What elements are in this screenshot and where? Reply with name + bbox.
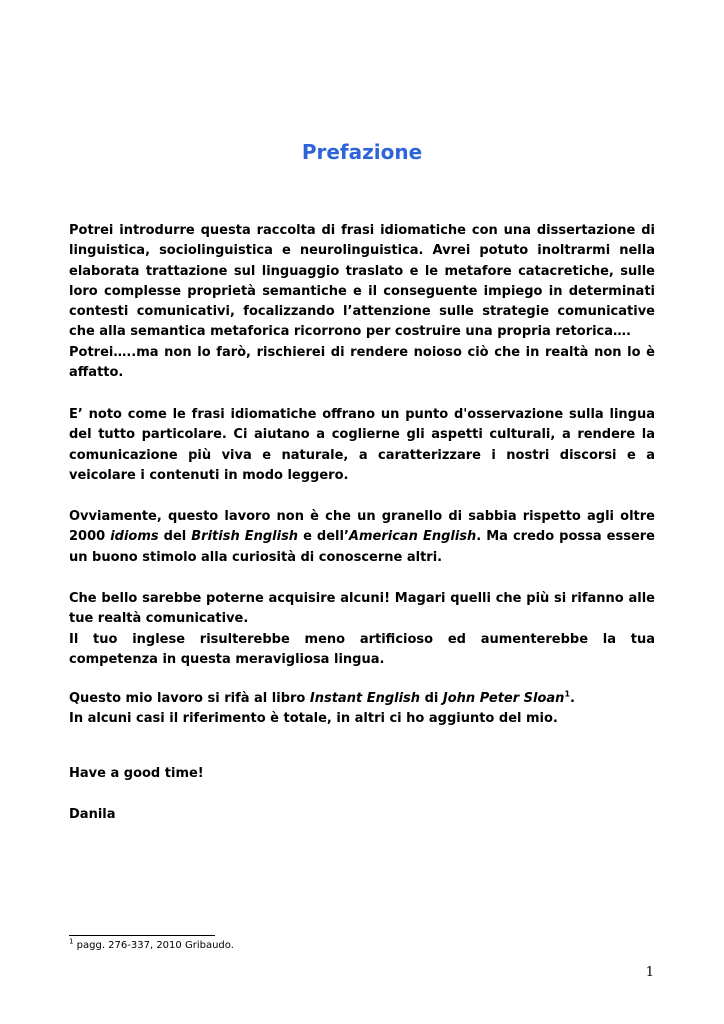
footnote-divider [69, 935, 215, 936]
text-run: . [570, 691, 575, 706]
paragraph-text: E’ noto come le frasi idiomatiche offrano un punto d'osservazione sulla lingua del tutto particolare. Ci aiutano a coglierne gli aspetti culturali, a rendere la comunicazione più viva e naturale, a caratterizzare i nostri discorsi e a veicolare i contenuti in modo leggero. [69, 407, 655, 483]
italic-term: idioms [110, 529, 159, 545]
text-run: e dell’ [303, 529, 349, 545]
paragraph-text: In alcuni casi il riferimento è totale, in altri ci ho aggiunto del mio. [69, 711, 558, 727]
paragraph-source [69, 689, 655, 730]
paragraph-text: Have a good time! [69, 766, 204, 781]
text-run: di [424, 691, 439, 706]
paragraph-idioms-note [69, 405, 655, 486]
paragraph-motivation [69, 589, 655, 670]
paragraph-text: Danila [69, 807, 116, 822]
paragraph-scope [69, 507, 655, 568]
paragraph-text: Il tuo inglese risulterebbe meno artificioso ed aumenterebbe la tua competenza in questa meravigliosa lingua. [69, 631, 655, 667]
paragraph-text: Potrei…..ma non lo farò, rischierei di rendere noioso ciò che in realtà non lo è affatto. [69, 344, 655, 381]
signature [69, 805, 655, 825]
text-run: Questo mio lavoro si rifà al libro [69, 691, 306, 706]
text-run: del [163, 529, 187, 545]
text-run: . Ma credo possa essere un buono stimolo alla curiosità di conoscerne altri. [69, 529, 655, 565]
italic-term: British English [191, 529, 299, 545]
paragraph-text: Che bello sarebbe poterne acquisire alcuni! Magari quelli che più si rifanno alle tue realtà comunicative. [69, 591, 655, 627]
paragraph-text [69, 689, 655, 709]
text-run: Ovviamente, questo lavoro non è che un granello di sabbia rispetto agli oltre 2000 [69, 509, 655, 545]
italic-term: American English [348, 529, 477, 545]
greeting [69, 764, 655, 784]
footnote-marker: 1 [69, 937, 74, 946]
page-title: Prefazione [301, 140, 423, 164]
footnote-text: pagg. 276-337, 2010 Gribaudo. [76, 940, 234, 951]
italic-term: Instant English [309, 691, 421, 706]
footnote-ref[interactable]: 1 [564, 689, 571, 699]
paragraph-text [69, 507, 655, 568]
italic-term: John Peter Sloan [442, 691, 565, 706]
paragraph-text: Potrei introdurre questa raccolta di frasi idiomatiche con una dissertazione di linguistica, sociolinguistica e neurolinguistica. Avrei potuto inoltrarmi nella elaborata trattazione sul linguaggio traslato e le metafore catacretiche, sulle loro complesse proprietà semantiche e il conseguente impiego in determinati contesti comunicativi, focalizzando l’attenzione sulle strategie comunicative che alla semantica metaforica ricorrono per costruire una propria retorica…. [69, 223, 655, 340]
paragraph-introduction [69, 221, 655, 383]
page-number: 1 [645, 965, 654, 980]
footnote [69, 937, 234, 951]
